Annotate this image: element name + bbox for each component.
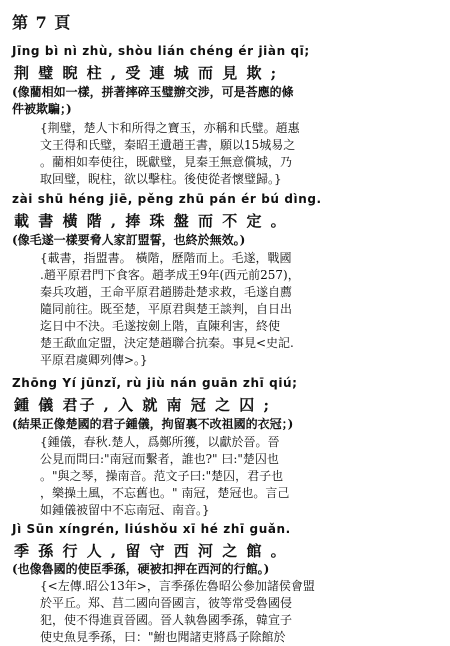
- note-line: 文王得和氏璧，秦昭王遺趙王書，願以15城易之: [40, 138, 296, 152]
- note-line: {鍾儀，春秋.楚人，爲鄭所獲，以獻於晉。晉: [40, 435, 280, 449]
- translation-line: (像藺相如一樣，拼著摔碎玉璧辦交涉，可是荅應的條: [12, 85, 294, 99]
- note-line: 平原君虞卿列傳>。}: [40, 353, 148, 367]
- translation: [12, 416, 432, 433]
- translation: [12, 232, 432, 249]
- pinyin-line: Jì Sūn xíngrén, liúshǒu xī hé zhī guǎn.: [12, 522, 291, 536]
- chinese-verse: 鍾 儀 君子 , 入 就 南 冠 之 囚 ;: [14, 396, 271, 414]
- page-header: 第 7 頁: [12, 13, 72, 32]
- note-line: {<左傳.昭公13年>，言季孫佐魯昭公參加諸侯會盟: [40, 579, 315, 593]
- note-line: {荆璧，楚人卞和所得之寶玉，亦稱和氏璧。趙惠: [40, 121, 300, 135]
- note-line: 於平丘。郑、莒二國向晉國言，彼等常受魯國侵: [40, 596, 293, 610]
- pinyin-line: zài shū héng jiē, pěng zhū pán ér bú dìng.: [12, 192, 322, 206]
- translation-line: (結果正像楚國的君子鍾儀，拘留裏不改祖國的衣冠；): [12, 417, 294, 431]
- note-line: .趙平原君門下食客。趙孝成王9年(西元前257)，: [40, 268, 300, 282]
- pinyin-line: Jīng bì nì zhù, shòu lián chéng ér jiàn qī;: [12, 44, 310, 58]
- annotation-note: [40, 434, 438, 519]
- note-line: 隨同前往。既至楚，平原君與楚王談判，自日出: [40, 302, 293, 316]
- note-line: 使史魚見季孫，曰："鮒也聞諸吏將爲子除館於: [40, 630, 286, 644]
- annotation-note: [40, 120, 438, 188]
- note-line: 楚王歃血定盟，決定楚趙聯合抗秦。事見<史記.: [40, 336, 294, 350]
- translation: [12, 84, 432, 118]
- note-line: 。藺相如奉使往，既獻璧，見秦王無意償城，乃: [40, 155, 293, 169]
- chinese-verse: 季 孫 行 人 , 留 守 西 河 之 館 。: [14, 542, 288, 560]
- note-line: {載書，指盟書。 橫階，歷階而上。毛遂，戰國: [40, 251, 292, 265]
- translation: [12, 561, 432, 578]
- chinese-verse: 荆 璧 睨 柱 , 受 連 城 而 見 欺 ;: [14, 64, 279, 82]
- note-line: 取回璧，睨柱，欲以擊柱。後使從者懷璧歸。}: [40, 172, 282, 186]
- annotation-note: [40, 250, 438, 369]
- note-line: 。"與之琴，操南音。范文子曰:"楚囚，君子也: [40, 469, 284, 483]
- translation-line: 件被欺騙；): [12, 102, 72, 116]
- note-line: 迄日中不決。毛遂按劍上階，直陳利害，終使: [40, 319, 281, 333]
- note-line: 如鍾儀被留中不忘南冠、南音。}: [40, 503, 210, 517]
- note-line: ，樂操土風，不忘舊也。" 南冠，楚冠也。言己: [40, 486, 290, 500]
- note-line: 秦兵攻趙，王命平原君趙勝赴楚求救，毛遂自薦: [40, 285, 293, 299]
- note-line: 公見而問曰:"南冠而繫者，誰也?" 曰:"楚囚也: [40, 452, 279, 466]
- translation-line: (像毛遂一樣要脅人家訂盟誓，也終於無效。): [12, 233, 246, 247]
- annotation-note: [40, 578, 438, 646]
- note-line: 犯，使不得進貢晉國。晉人執魯國季孫，韓宣子: [40, 613, 293, 627]
- pinyin-line: Zhōng Yí jūnzǐ, rù jiù nán guān zhī qiú;: [12, 376, 298, 390]
- chinese-verse: 載 書 橫 階 , 捧 珠 盤 而 不 定 。: [14, 212, 288, 230]
- translation-line: (也像魯國的使臣季孫，硬被扣押在西河的行館。): [12, 562, 270, 576]
